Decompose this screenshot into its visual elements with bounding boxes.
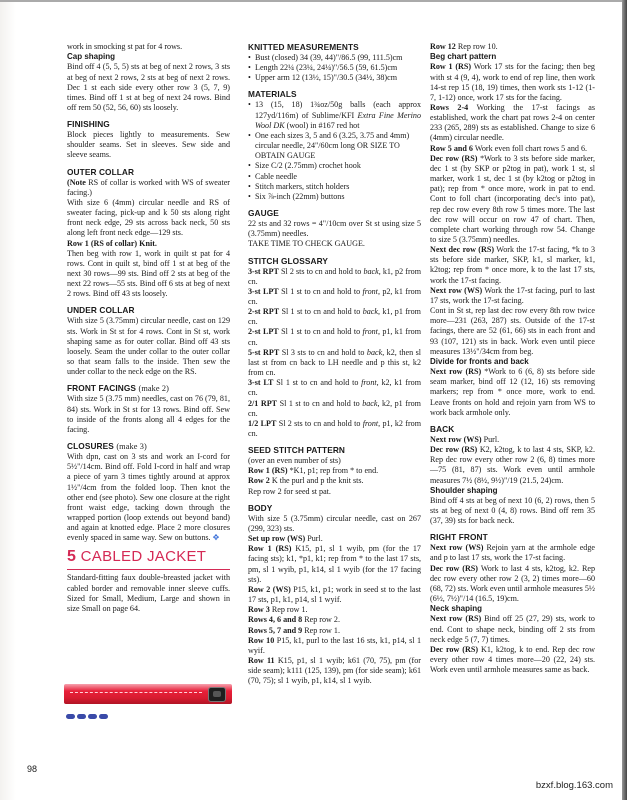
list-item: Rows 4, 6 and 8 Rep row 2. <box>248 615 340 625</box>
list-item: Rows 2-4 Working the 17-st facings as established, work the chart pat rows 2-4 on center 233 (265, 289) sts as established. Change to size 6 (4mm) circular needle. <box>430 102 595 143</box>
divide-heading: Divide for fronts and back <box>430 356 529 366</box>
finishing-text: Block pieces lightly to measurements. Sew shoulder seams. Set in sleeves. Sew side and sleeve seams. <box>67 130 230 160</box>
list-item: Next row (WS) Purl. <box>430 434 500 444</box>
list-item: Row 1 (RS) K15, p1, sl 1 wyib, pm (for the 17 facing sts); k1, *p1, k1; rep from * to the last 17 sts, pm, sl 1 wyib, p1, k14, sl 1 wyib (for the 17 facing sts). <box>248 544 421 584</box>
list-item: Row 2 K the purl and p the knit sts. <box>248 476 364 486</box>
top-edge <box>0 0 627 2</box>
list-item: Rows 5, 7 and 9 Rep row 1. <box>248 625 340 635</box>
measurements-list <box>248 53 421 83</box>
list-item: 1/2 LPT Sl 2 sts to cn and hold to front, p1, k2 from cn. <box>248 418 422 438</box>
list-item: Row 11 K15, p1, sl 1 wyib; k61 (70, 75), pm (for side seam); k111 (125, 139), pm (for side seam); k61 (70, 75); sl 1 wyib, p1, k14, sl 1 wyib. <box>248 655 421 686</box>
list-item: Next row (WS) Work the 17-st facing, purl to last 17 sts, work the 17-st facing. <box>430 285 595 305</box>
jacket-title-rule <box>67 569 230 570</box>
intro-text: work in smocking st pat for 4 rows. <box>67 42 183 51</box>
watermark: bzxf.blog.163.com <box>535 780 613 791</box>
end-mark-icon: ✥ <box>212 533 220 543</box>
cap-shaping-text: Bind off 4 (5, 5, 5) sts at beg of next 2 rows, 3 sts at beg of next 2 rows, 2 sts at beg of next 2 rows. Dec 1 st each side every other row 3 (5, 7, 9) times. Bind off 1 st at beg of next 24 rows. Bind off rem 50 (52, 56, 60) sts loosely. <box>67 62 230 112</box>
front-facings-text: With size 5 (3.75 mm) needles, cast on 76 (79, 81, 84) sts. Work in St st for 13 rows. Bind off. Sew to inside of the fronts along all 4 edges for the facing. <box>67 394 230 434</box>
finishing-heading: FINISHING <box>67 119 110 130</box>
list-item: Dec row (RS) K1, k2tog, k to end. Rep dec row every other row 4 times more—20 (22, 24) sts. Work even until armhole measures same as back. <box>430 644 595 675</box>
list-item: 2-st RPT Sl 1 st to cn and hold to back, k1, p1 from cn. <box>248 307 421 327</box>
list-item: • Size C/2 (2.75mm) crochet hook <box>248 161 421 171</box>
list-item: Row 1 (RS) Work 17 sts for the facing; then beg with st 4 (9, 4), work to end of rep line, then work 14-st rep 15 (18, 19) times, then work sts 1-12 (1-7, 1-12) once, work 17 sts for the facing. <box>430 62 595 102</box>
list-item: Dec row (RS) Work to last 4 sts, k2tog, k2. Rep dec row every other row 2 (3, 2) times more—60 (68, 72) sts. Work even until armhole measures 5½ (6½, 7½)"/14 (16.5, 19)cm. <box>430 563 595 604</box>
list-item: Dec row (RS) *Work to 3 sts before side marker, dec 1 st (by SKP or p2tog in pat), work 1 st, sl marker, work 1 st, dec 1 st (by k2tog or p2tog in pat); rep from * once more, work in pat to end. Cont to foll chart (incorporating dec's into pat), rep dec row every 8th row 5 times more. The last dec row will occur on row 47 of chart. Then, complete chart working through row 54. Change to size 5 (3.75mm) needles. <box>430 153 595 245</box>
list-item: Row 1 (RS) *K1, p1; rep from * to end. <box>248 466 379 476</box>
list-item: 3-st LPT Sl 1 st to cn and hold to front, p2, k1 from cn. <box>248 286 421 306</box>
seed-stitch-sub: (over an even number of sts) <box>248 456 341 466</box>
column-right <box>430 42 595 675</box>
outer-collar-text-2: Then beg with row 1, work in quilt st pat for 4 rows. Cont in quilt st, bind off 1 st at beg of the next 30 rows—99 sts. Bind off 2 sts at beg of the next 22 rows—55 sts. Bind off 6 sts at beg of next 2 rows. Bind off 43 sts loosely. <box>67 248 230 299</box>
column-left <box>67 42 230 614</box>
materials-list <box>248 100 421 202</box>
closures-text: With dpn, cast on 3 sts and work an I-cord for 5½"/14cm. Bind off. Fold I-cord in half and wrap a piece of yarn 3 times tightly around at approx 1½"/4cm from the folded loop. Then knot the other end (see photo). Sew one closure at the right front waist edge, tacking down through the wrapped portion (loop extends out beyond band) and again at knotted edge. Place 2 more closures evenly spaced in same way. Sew on buttons. ✥ <box>67 452 230 543</box>
outer-collar-heading: OUTER COLLAR <box>67 166 135 177</box>
list-item: 3-st LT Sl 1 st to cn and hold to front, k2, k1 from cn. <box>248 378 421 398</box>
jacket-border-photo <box>64 684 232 704</box>
list-item: Row 10 P15, k1, purl to the last 16 sts, k1, p14, sl 1 wyif. <box>248 635 421 655</box>
list-item: • Upper arm 12 (13½, 15)"/30.5 (34½, 38)cm <box>248 73 421 83</box>
list-item: • Bust (closed) 34 (39, 44)"/86.5 (99, 111.5)cm <box>248 53 421 63</box>
outer-collar-text: With size 6 (4mm) circular needle and RS of sweater facing, pick-up and k 50 sts along right front neck edge, 29 sts across back neck, 50 sts along left front neck edge—129 sts. <box>67 197 230 238</box>
beg-chart-heading: Beg chart pattern <box>430 52 497 62</box>
shoulder-shaping-heading: Shoulder shaping <box>430 485 498 495</box>
outer-collar-row1: Row 1 (RS of collar) Knit. <box>67 238 157 248</box>
list-item: • One each sizes 3, 5 and 6 (3.25, 3.75 and 4mm) circular needle, 24"/60cm long OR SIZE TO OBTAIN GAUGE <box>248 131 421 161</box>
closures-heading: CLOSURES (make 3) <box>67 441 147 452</box>
list-item: Dec row (RS) K2, k2tog, k to last 4 sts, SKP, k2. Rep dec row every other row 2 (6, 8) times more—75 (81, 87) sts. Work even until armhole measures 7½ (8½, 9½)"/19 (21.5, 24)cm. <box>430 445 595 485</box>
front-facings-heading: FRONT FACINGS (make 2) <box>67 383 169 394</box>
list-item: 2/1 RPT Sl 1 st to cn and hold to back, k2, p1 from cn. <box>248 398 421 418</box>
list-item: Set up row (WS) Purl. <box>248 534 323 544</box>
list-item: Cont in St st, rep last dec row every 8th row twice more—231 (263, 287) sts. Outside of the 17-st facings, there are 52 (61, 66) sts in each front and 93 (107, 121) sts in back. Work even until piece measures 13½"/34cm from beg. <box>430 306 595 356</box>
list-item: 5-st RPT Sl 3 sts to cn and hold to back, k2, then sl last st from cn back to LH needle and p this st, k2 from cn. <box>248 347 421 378</box>
page-number: 98 <box>27 764 38 774</box>
gauge-heading: GAUGE <box>248 208 279 219</box>
row12: Row 12 Rep row 10. <box>430 42 498 51</box>
list-item: • Length 22¼ (23¼, 24¼)"/56.5 (59, 61.5)cm <box>248 63 421 73</box>
outer-collar-note: (Note RS of collar is worked with WS of sweater facing.) <box>67 177 230 197</box>
list-item: 2-st LPT Sl 1 st to cn and hold to front, p1, k1 from cn. <box>248 327 421 347</box>
shoulder-shaping-text: Bind off 4 sts at beg of next 10 (6, 2) rows, then 5 sts at beg of next 0 (4, 8) rows. Bind off rem 35 (37, 39) sts for back neck. <box>430 495 595 526</box>
chain-ornament-icon <box>66 714 108 719</box>
glossary-list <box>248 267 421 440</box>
right-front-heading: RIGHT FRONT <box>430 532 488 543</box>
list-item: • Stitch markers, stitch holders <box>248 182 421 192</box>
cap-shaping-heading: Cap shaping <box>67 52 116 62</box>
under-collar-heading: UNDER COLLAR <box>67 305 135 316</box>
list-item: Next dec row (RS) Work the 17-st facing, *k to 3 sts before side marker, SKP, k1, sl marker, k1, k2tog; rep from * once more, k to the last 17 sts, work the 17-st facing. <box>430 245 595 285</box>
back-heading: BACK <box>430 423 455 434</box>
stitch-glossary-heading: STITCH GLOSSARY <box>248 255 329 266</box>
knitted-measurements-heading: KNITTED MEASUREMENTS <box>248 42 359 52</box>
list-item: • 13 (15, 18) 1¾oz/50g balls (each approx 127yd/116m) of Sublime/KFI Extra Fine Merino Wool DK (wool) in #167 red hot <box>248 100 421 130</box>
list-item: Next row (WS) Rejoin yarn at the armhole edge and p to last 17 sts, work the 17-st facing. <box>430 543 595 563</box>
list-item: Rep row 2 for seed st pat. <box>248 486 331 496</box>
button-icon <box>208 687 226 702</box>
list-item: Row 3 Rep row 1. <box>248 605 308 615</box>
gauge-caps: TAKE TIME TO CHECK GAUGE. <box>248 239 365 249</box>
body-text: With size 5 (3.75mm) circular needle, cast on 267 (299, 323) sts. <box>248 513 421 533</box>
gauge-text: 22 sts and 32 rows = 4"/10cm over St st using size 5 (3.75mm) needles. <box>248 219 421 239</box>
column-middle <box>248 42 421 686</box>
list-item: Next row (RS) *Work to 6 (6, 8) sts before side seam marker, bind off 12 (12, 16) sts removing markers; rep from * once more, work to end. Leave fronts on hold and rejoin yarn from WS to work back armhole only. <box>430 367 595 417</box>
list-item: Row 5 and 6 Work even foll chart rows 5 and 6. <box>430 143 588 153</box>
list-item: • Cable needle <box>248 172 421 182</box>
list-item: • Six ⅞-inch (22mm) buttons <box>248 192 421 202</box>
body-heading: BODY <box>248 502 273 513</box>
right-edge <box>622 0 627 800</box>
jacket-description: Standard-fitting faux double-breasted jacket with cabled border and removable inner sleeve cuffs. Sized for Small, Medium, Large and shown in size Small on page 64. <box>67 573 230 613</box>
seed-stitch-heading: SEED STITCH PATTERN <box>248 445 346 456</box>
list-item: Next row (RS) Bind off 25 (27, 29) sts, work to end. Cont to shape neck, binding off 2 sts from neck edge 5 (7, 7) times. <box>430 614 595 644</box>
materials-heading: MATERIALS <box>248 89 297 100</box>
neck-shaping-heading: Neck shaping <box>430 604 483 614</box>
under-collar-text: With size 5 (3.75mm) circular needle, cast on 129 sts. Work in St st for 4 rows. Cont in St st, work shaping same as for outer collar. Bind off 43 sts loosely. Seam the under collar to the outer collar so that seam falls to the inside. Then sew the under collar to the neck edge on the RS. <box>67 316 230 377</box>
jacket-title: 5 CABLED JACKET <box>67 548 207 566</box>
list-item: 3-st RPT Sl 2 sts to cn and hold to back, k1, p2 from cn. <box>248 266 421 286</box>
list-item: Row 2 (WS) P15, k1, p1; work in seed st to the last 17 sts, p1, k1, p14, sl 1 wyif. <box>248 584 421 605</box>
